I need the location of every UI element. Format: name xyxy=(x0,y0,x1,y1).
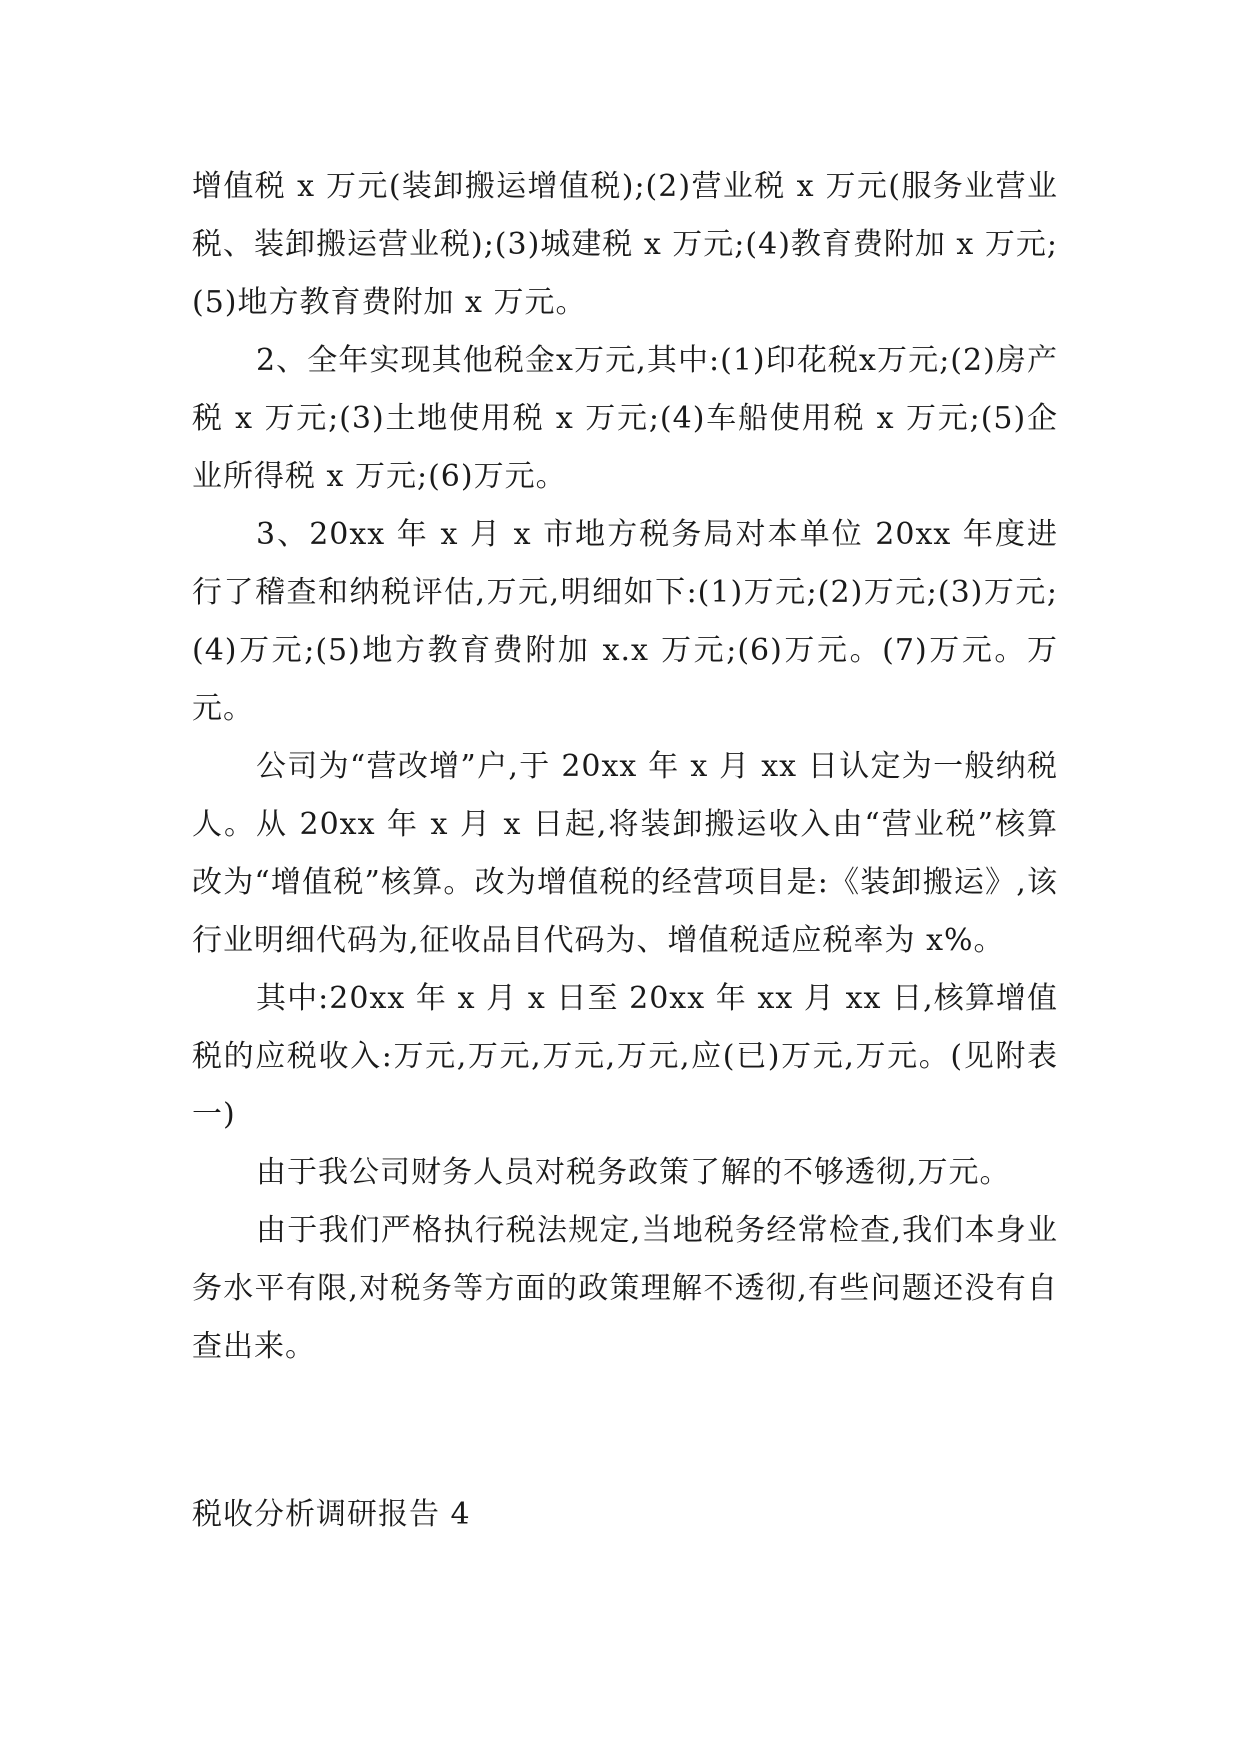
paragraph-4: 公司为“营改增”户,于 20xx 年 x 月 xx 日认定为一般纳税人。从 20xx 年 x 月 x 日起,将装卸搬运收入由“营业税”核算改为“增值税”核算。改为增值税的经营项目是:《装卸搬运》,该行业明细代码为,征收品目代码为、增值税适应税率为 x%。 xyxy=(192,749,1058,958)
section-title: 税收分析调研报告 4 xyxy=(192,1497,471,1532)
paragraph-5: 其中:20xx 年 x 月 x 日至 20xx 年 xx 月 xx 日,核算增值税的应税收入:万元,万元,万元,万元,应(已)万元,万元。(见附表一) xyxy=(192,981,1058,1132)
paragraph-3: 3、20xx 年 x 月 x 市地方税务局对本单位 20xx 年度进行了稽查和纳税评估,万元,明细如下:(1)万元;(2)万元;(3)万元;(4)万元;(5)地方教育费附加 x.x 万元;(6)万元。(7)万元。万元。 xyxy=(192,517,1058,726)
document-body xyxy=(192,158,1058,1376)
paragraph-7: 由于我们严格执行税法规定,当地税务经常检查,我们本身业务水平有限,对税务等方面的政策理解不透彻,有些问题还没有自查出来。 xyxy=(192,1213,1058,1364)
paragraph-2: 2、全年实现其他税金x万元,其中:(1)印花税x万元;(2)房产税 x 万元;(3)土地使用税 x 万元;(4)车船使用税 x 万元;(5)企业所得税 x 万元;(6)万元。 xyxy=(192,343,1058,494)
paragraph-6: 由于我公司财务人员对税务政策了解的不够透彻,万元。 xyxy=(256,1155,1011,1190)
paragraph-1: 增值税 x 万元(装卸搬运增值税);(2)营业税 x 万元(服务业营业税、装卸搬运营业税);(3)城建税 x 万元;(4)教育费附加 x 万元;(5)地方教育费附加 x 万元。 xyxy=(192,169,1058,320)
